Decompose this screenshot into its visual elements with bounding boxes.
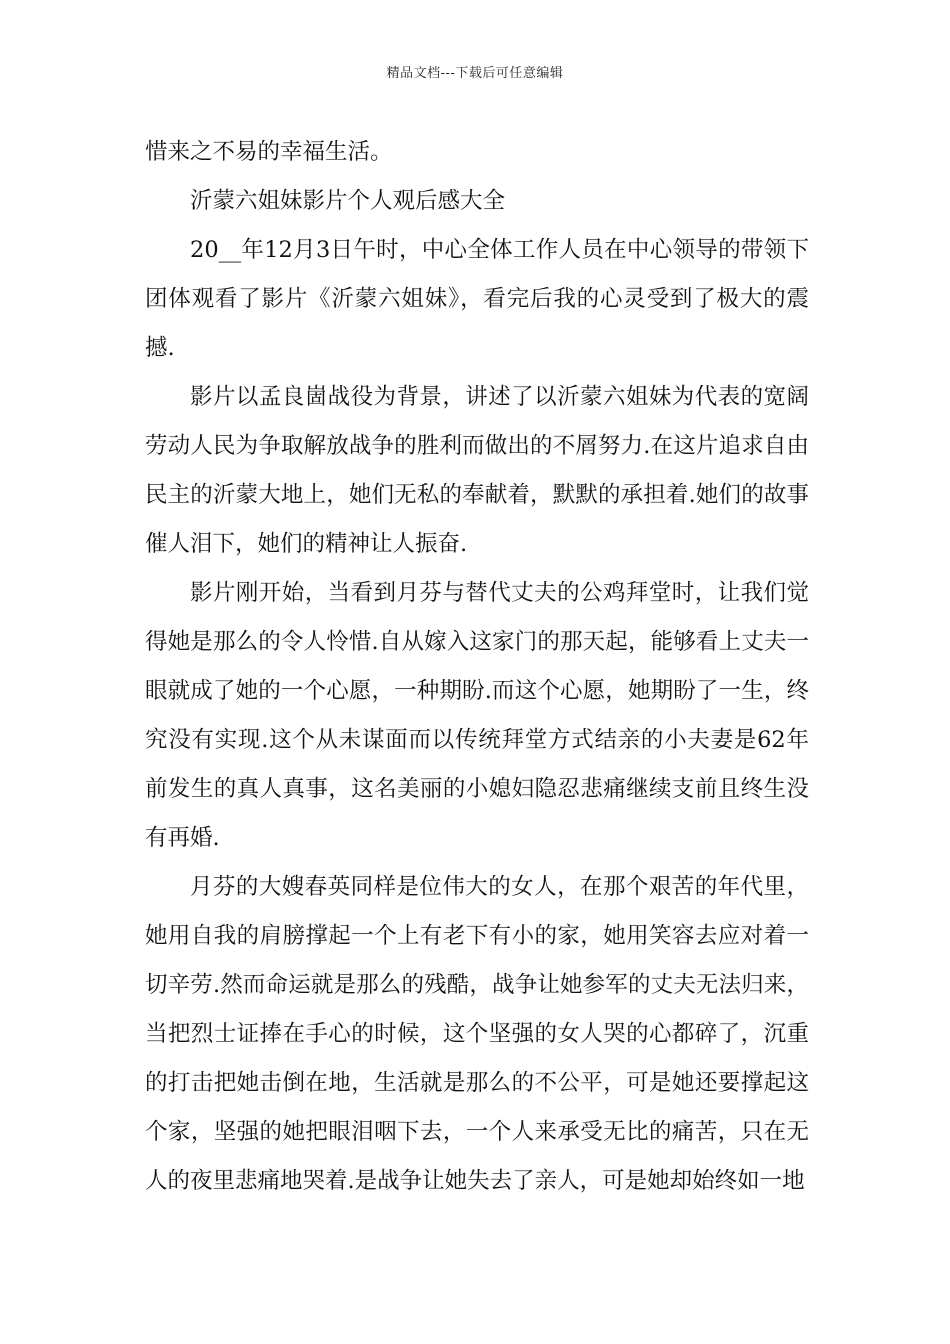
- paragraph-yuefen: 影片刚开始，当看到月芬与替代丈夫的公鸡拜堂时，让我们觉得她是那么的令人怜惜.自从嫁入这家门的那天起，能够看上丈夫一眼就成了她的一个心愿，一种期盼.而这个心愿，她期盼了一生，终究没有实现.这个从未谋面而以传统拜堂方式结亲的小夫妻是62年前发生的真人真事，这名美丽的小媳妇隐忍悲痛继续支前且终生没有再婚.: [145, 580, 809, 851]
- document-body: [145, 128, 809, 1206]
- section-title: 沂蒙六姐妹影片个人观后感大全: [190, 188, 506, 214]
- paragraph-background: 影片以孟良崮战役为背景，讲述了以沂蒙六姐妹为代表的宽阔劳动人民为争取解放战争的胜利而做出的不屑努力.在这片追求自由民主的沂蒙大地上，她们无私的奉献着，默默的承担着.她们的故事催人泪下，她们的精神让人振奋.: [145, 384, 809, 557]
- paragraph-continuation: 惜来之不易的幸福生活。: [145, 139, 393, 165]
- page-header: 精品文档---下载后可任意编辑: [386, 66, 564, 81]
- paragraph-chunying: 月芬的大嫂春英同样是位伟大的女人，在那个艰苦的年代里，她用自我的肩膀撑起一个上有老下有小的家，她用笑容去应对着一切辛劳.然而命运就是那么的残酷，战争让她参军的丈夫无法归来，当把烈士证捧在手心的时候，这个坚强的女人哭的心都碎了，沉重的打击把她击倒在地，生活就是那么的不公平，可是她还要撑起这个家，坚强的她把眼泪咽下去，一个人来承受无比的痛苦，只在无人的夜里悲痛地哭着.是战争让她失去了亲人，可是她却始终如一地: [145, 874, 809, 1194]
- paragraph-intro: 20__年12月3日午时，中心全体工作人员在中心领导的带领下团体观看了影片《沂蒙六姐妹》，看完后我的心灵受到了极大的震撼.: [145, 237, 809, 361]
